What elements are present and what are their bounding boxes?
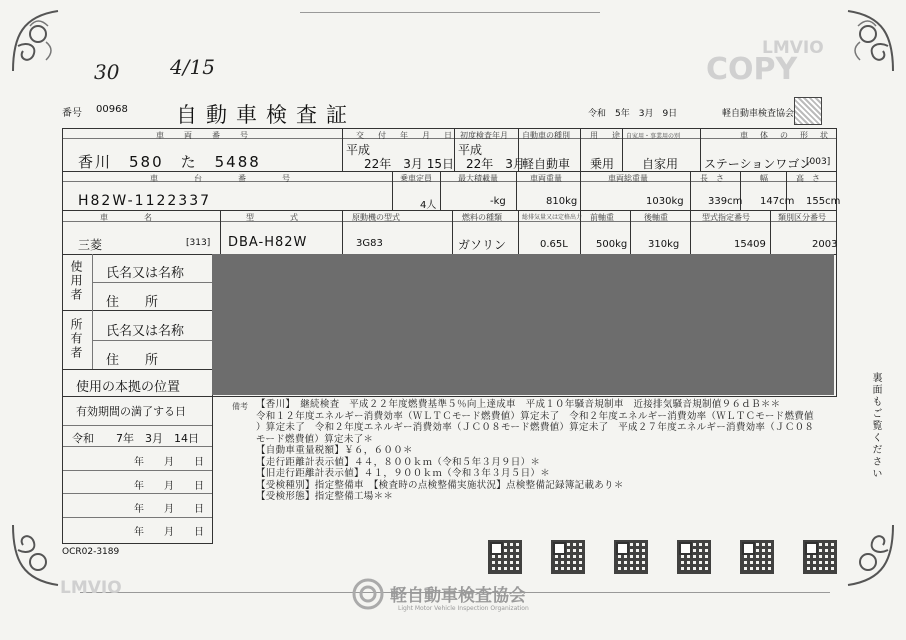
user-label: 使用者	[69, 260, 83, 302]
expiry-date: 令和 7年 3月 14日	[72, 432, 199, 445]
front-axle-value: 500kg	[596, 239, 628, 250]
brand-watermark-top: LMVIO	[762, 38, 824, 58]
document-title: 自動車検査証	[176, 103, 356, 127]
engine-value: 3G83	[356, 238, 383, 249]
header-model: 型 式	[246, 213, 301, 222]
issue-era: 平成	[346, 143, 371, 157]
header-vehicle-number: 車 両 番 号	[156, 131, 254, 140]
header-gross-weight: 車両総重量	[608, 174, 648, 183]
length-value: 339cm	[708, 196, 743, 207]
header-body-shape: 車 体 の 形 状	[740, 131, 830, 140]
header-class-number: 類別区分番号	[778, 213, 826, 222]
height-value: 155cm	[806, 196, 841, 207]
base-location-label: 使用の本拠の位置	[76, 380, 181, 395]
usage-value: 乗用	[590, 157, 615, 171]
header-max-load: 最大積載量	[458, 174, 498, 183]
body-shape-code: [003]	[806, 157, 831, 167]
issue-date-value: 22年 3月 15日	[364, 157, 454, 171]
notes-line: 【受検形態】指定整備工場＊＊	[256, 491, 394, 502]
ornament-bottom-right-icon	[828, 520, 898, 590]
fuel-value: ガソリン	[458, 238, 507, 252]
handwritten-number: 30	[94, 60, 120, 84]
displacement-value: 0.65L	[540, 239, 568, 250]
header-rear-axle: 後軸重	[644, 213, 668, 222]
notes-line: 【自動車重量税額】￥６，６００＊	[256, 445, 413, 456]
blank-date-2: 年 月 日	[134, 481, 204, 492]
ornament-top-right-icon	[828, 6, 898, 76]
qr-code-icon	[551, 540, 585, 574]
header-fuel: 燃料の種類	[462, 213, 502, 222]
handwritten-date: 4/15	[170, 55, 215, 79]
number-value: 00968	[96, 104, 128, 115]
header-private-business: 自家用・事業用の別	[626, 133, 681, 140]
brand-watermark-bottom: LMVIO	[60, 578, 122, 598]
model-value: DBA-H82W	[228, 235, 308, 250]
user-name-label: 氏名又は名称	[106, 266, 185, 281]
notes-line: モード燃費値）算定未了＊	[256, 433, 374, 445]
private-business-value: 自家用	[642, 157, 679, 171]
header-weight: 車両重量	[530, 174, 562, 183]
header-displacement: 総排気量又は定格出力	[522, 214, 583, 221]
number-label: 番号	[62, 108, 82, 119]
qr-code-icon	[677, 540, 711, 574]
owner-name-label: 氏名又は名称	[106, 324, 185, 339]
maker-code: [313]	[186, 238, 211, 248]
top-border-line	[300, 12, 600, 13]
blank-date-1: 年 月 日	[134, 457, 204, 468]
header-capacity: 乗車定員	[400, 174, 432, 183]
expiry-label: 有効期間の満了する日	[76, 405, 186, 418]
issuer-name: 軽自動車検査協会	[722, 109, 795, 119]
header-length: 長 さ	[700, 174, 724, 183]
official-seal-icon	[794, 97, 822, 125]
header-type-cert: 型式指定番号	[702, 213, 750, 222]
weight-value: 810kg	[546, 196, 578, 207]
header-maker: 車 名	[100, 213, 155, 222]
rear-axle-value: 310kg	[648, 239, 680, 250]
user-address-label: 住 所	[106, 295, 159, 310]
qr-code-icon	[488, 540, 522, 574]
chassis-number: H82W-1122337	[78, 193, 212, 209]
ornament-top-left-icon	[8, 6, 78, 76]
width-value: 147cm	[760, 196, 795, 207]
blank-date-4: 年 月 日	[134, 527, 204, 538]
org-logo-icon	[352, 578, 384, 610]
org-english-name: Light Motor Vehicle Inspection Organization	[398, 605, 529, 612]
type-cert-value: 15409	[734, 239, 766, 250]
notes-line: 【香川】 継続検査 平成２２年度燃費基準５％向上達成車 平成１０年騒音規制車 近接排気騒音規制値９６ｄＢ＊＊	[256, 399, 781, 410]
header-issue-date: 交 付 年 月 日	[356, 131, 455, 140]
header-chassis-number: 車 台 番 号	[150, 174, 293, 183]
qr-code-icon	[740, 540, 774, 574]
see-reverse-note: 裏面もご覧ください	[870, 372, 881, 480]
first-reg-date: 22年 3月	[466, 157, 525, 171]
header-vehicle-kind: 自動車の種別	[522, 131, 570, 140]
max-load-value: -kg	[490, 196, 506, 207]
notes-block	[256, 399, 814, 503]
vehicle-kind: 軽自動車	[522, 157, 571, 171]
notes-label: 備考	[232, 402, 248, 411]
notes-line: 【旧走行距離計表示値】４１，９００ｋｍ（令和３年３月５日）＊	[256, 468, 551, 479]
copy-watermark: COPY	[706, 52, 798, 87]
notes-line: 【受検種別】指定整備車 【検査時の点検整備実施状況】点検整備記録簿記載あり＊	[256, 479, 624, 491]
form-code: OCR02-3189	[62, 547, 120, 557]
org-name: 軽自動車検査協会	[390, 586, 526, 606]
notes-line: 【走行距離計表示値】４４，８００ｋｍ（令和５年３月９日）＊	[256, 456, 541, 468]
blank-date-3: 年 月 日	[134, 504, 204, 515]
issue-date: 令和 5年 3月 9日	[588, 109, 678, 119]
redacted-area	[212, 254, 834, 395]
class-number-value: 2003	[812, 239, 838, 250]
body-shape-value: ステーションワゴン	[704, 157, 812, 171]
qr-code-icon	[614, 540, 648, 574]
notes-line: ）算定未了 令和２年度エネルギー消費効率（ＪＣ０８モード燃費値）算定未了 平成２７年度エネルギー消費効率（ＪＣ０８	[256, 422, 815, 433]
header-usage: 用 途	[590, 131, 623, 140]
first-reg-era: 平成	[458, 143, 483, 157]
qr-code-icon	[803, 540, 837, 574]
header-front-axle: 前軸重	[590, 213, 614, 222]
header-width: 幅	[760, 174, 768, 183]
header-height: 高 さ	[796, 174, 820, 183]
owner-address-label: 住 所	[106, 353, 159, 368]
capacity-value: 4人	[420, 200, 437, 211]
owner-label: 所有者	[69, 318, 83, 360]
maker-value: 三菱	[78, 238, 103, 252]
header-first-registration: 初度検査年月	[460, 131, 508, 140]
vehicle-number: 香川 580 た 5488	[78, 153, 261, 171]
gross-weight-value: 1030kg	[646, 196, 684, 207]
notes-line: 令和１２年度エネルギー消費効率（ＷＬＴＣモード燃費値）算定未了 令和２年度エネルギー消費効率（ＷＬＴＣモード燃費値	[256, 410, 814, 422]
header-engine: 原動機の型式	[352, 213, 400, 222]
